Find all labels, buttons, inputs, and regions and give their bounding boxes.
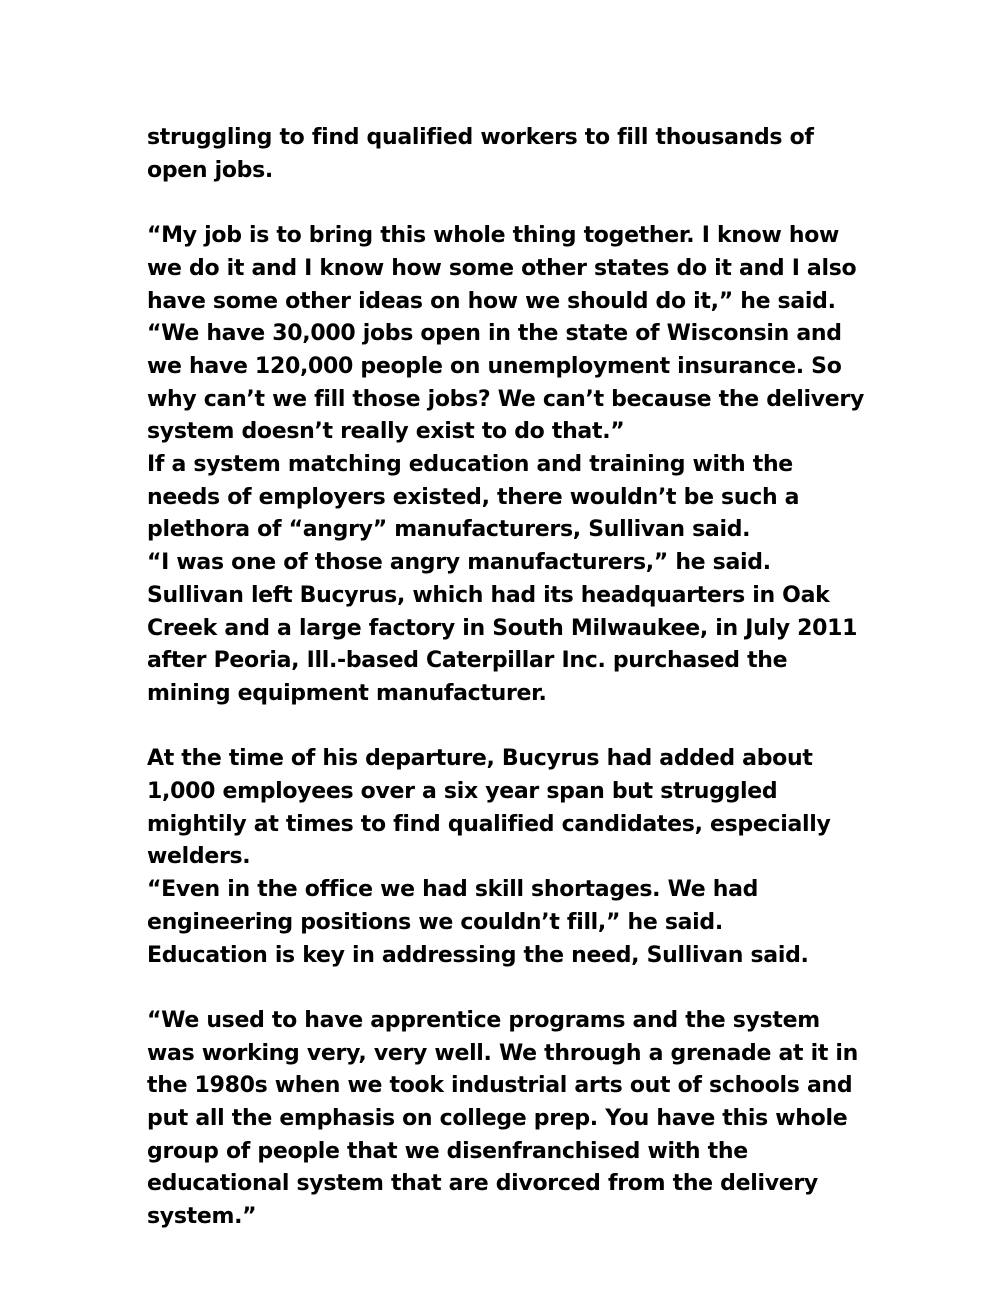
paragraph-6: At the time of his departure, Bucyrus had added about 1,000 employees over a six year span but struggled mightily at times to find qualified candidates, especially welders. [147, 746, 831, 870]
paragraph-spacer [147, 187, 867, 220]
paragraph-spacer [147, 972, 867, 1005]
paragraph-2: “My job is to bring this whole thing together. I know how we do it and I know how some other states do it and I also have some other ideas on how we should do it,” he said. “We have 30,000 jobs open in the state of Wisconsin and we have 120,000 people on unemployment insurance. So why can’t we fill those jobs? We can’t because the delivery system doesn’t really exist to do that.” [147, 223, 865, 445]
document-page [147, 122, 867, 1234]
paragraph-5: Sullivan left Bucyrus, which had its headquarters in Oak Creek and a large factory in South Milwaukee, in July 2011 after Peoria, Ill.-based Caterpillar Inc. purchased the mining equipment manufacturer. [147, 582, 858, 706]
paragraph-7: “Even in the office we had skill shortages. We had engineering positions we couldn’t fill,” he said. [147, 877, 759, 935]
paragraph-spacer [147, 711, 867, 744]
paragraph-8: Education is key in addressing the need, Sullivan said. [147, 942, 809, 968]
paragraph-1: struggling to find qualified workers to fill thousands of open jobs. [147, 125, 814, 183]
paragraph-9: “We used to have apprentice programs and the system was working very, very well. We through a grenade at it in the 1980s when we took industrial arts out of schools and put all the emphasis on college prep. You have this whole group of people that we disenfranchised with the educational system that are divorced from the delivery system.” [147, 1007, 859, 1230]
paragraph-4: “I was one of those angry manufacturers,” he said. [147, 550, 771, 576]
paragraph-3: If a system matching education and training with the needs of employers existed, there wouldn’t be such a plethora of “angry” manufacturers, Sullivan said. [147, 452, 800, 543]
